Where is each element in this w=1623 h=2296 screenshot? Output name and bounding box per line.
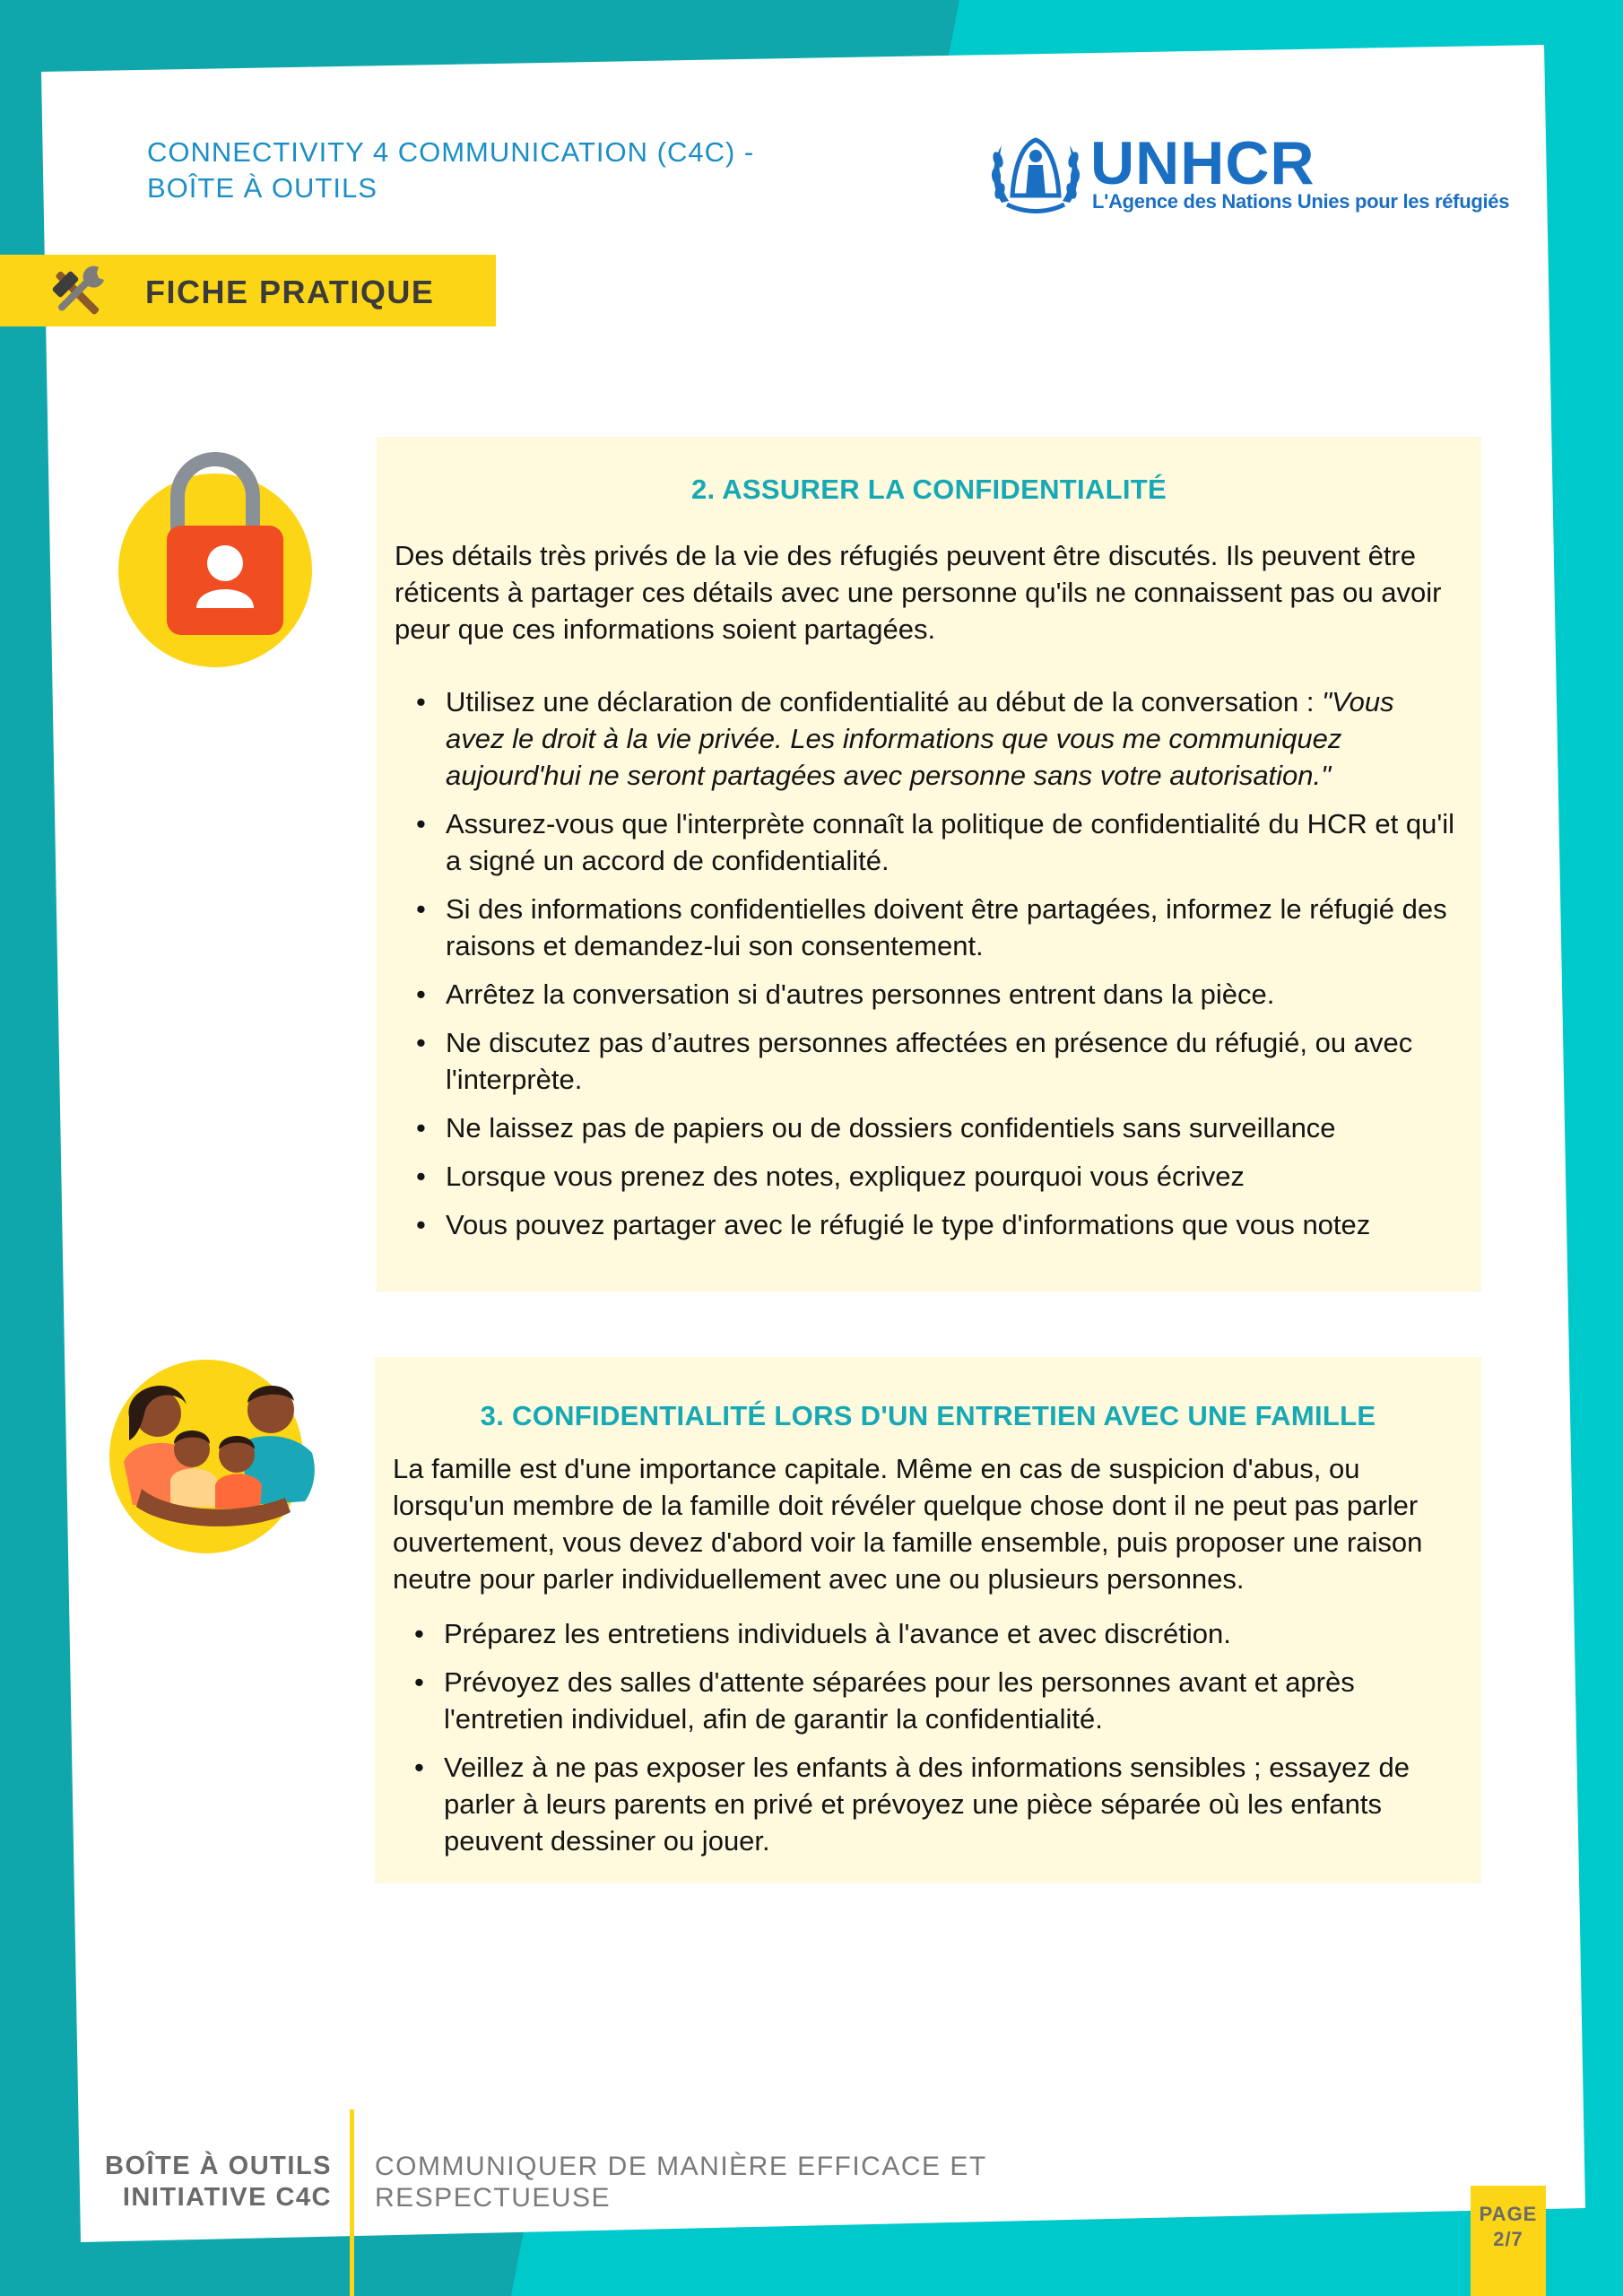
list-item: • Ne discutez pas d’autres personnes affectées en présence du réfugié, ou avec l'interprète.: [395, 1024, 1460, 1098]
section-3-title: 3. CONFIDENTIALITÉ LORS D'UN ENTRETIEN AVEC UNE FAMILLE: [480, 1400, 1376, 1431]
section-3-list: [393, 1615, 1460, 1859]
list-item: [395, 683, 1460, 794]
page-label: PAGE: [1479, 2203, 1538, 2225]
unhcr-logo: [989, 129, 1510, 222]
confidentiality-quote: "Vous avez le droit à la vie privée. Les informations que vous me communiquez aujourd'hui ne seront partagées avec personne sans votre autorisation.": [446, 686, 1394, 791]
list-item: • Lorsque vous prenez des notes, expliquez pourquoi vous écrivez: [395, 1158, 1460, 1195]
unhcr-tagline: L'Agence des Nations Unies pour les réfugiés: [1092, 190, 1510, 213]
section-3-intro: La famille est d'une importance capitale. Même en cas de suspicion d'abus, ou lorsqu'un membre de la famille doit révéler quelque chose dont il ne peut pas parler ouvertement, vous devez d'abord voir la famille ensemble, puis proposer une raison neutre pour parler individuellement avec une ou plusieurs personnes.: [393, 1453, 1423, 1595]
family-illustration: [106, 1354, 341, 1553]
page-indicator: [1471, 2186, 1546, 2296]
list-item: • Prévoyez des salles d'attente séparées pour les personnes avant et après l'entretien individuel, afin de garantir la confidentialité.: [393, 1664, 1460, 1737]
section-2-list: [395, 683, 1460, 1243]
header-title: [147, 135, 829, 206]
fiche-pratique-badge: [0, 255, 496, 326]
family-interview-section: [375, 1357, 1481, 1883]
footer-left-line2: INITIATIVE C4C: [122, 2183, 332, 2212]
padlock-user-icon: [115, 448, 316, 671]
unhcr-emblem-icon: [989, 133, 1082, 213]
list-item: • Arrêtez la conversation si d'autres personnes entrent dans la pièce.: [395, 976, 1460, 1013]
footer-divider: [350, 2109, 354, 2296]
list-item: • Assurez-vous que l'interprète connaît la politique de confidentialité du HCR et qu'il a signé un accord de confidentialité.: [395, 805, 1460, 879]
section-2-intro: Des détails très privés de la vie des réfugiés peuvent être discutés. Ils peuvent être réticents à partager ces détails avec une personne qu'ils ne connaissent pas ou avoir peur que ces informations soient partagées.: [395, 540, 1442, 645]
confidentiality-section: [377, 437, 1481, 1292]
header-title-line2: BOÎTE À OUTILS: [147, 172, 378, 204]
unhcr-wordmark: UNHCR: [1090, 129, 1315, 197]
list-item: • Veillez à ne pas exposer les enfants à des informations sensibles ; essayez de parler à leurs parents en privé et prévoyez une pièce séparée où les enfants peuvent dessiner ou jouer.: [393, 1749, 1460, 1859]
footer-subtitle: COMMUNIQUER DE MANIÈRE EFFICACE ET RESPECTUEUSE: [375, 2152, 987, 2213]
page-number: 2/7: [1493, 2228, 1523, 2250]
section-2-title: 2. ASSURER LA CONFIDENTIALITÉ: [691, 474, 1167, 505]
list-item: • Vous pouvez partager avec le réfugié le type d'informations que vous notez: [395, 1206, 1460, 1243]
header-title-line1: CONNECTIVITY 4 COMMUNICATION (C4C) -: [147, 136, 755, 168]
footer-toolbox-label: [63, 2151, 332, 2213]
footer-left-line1: BOÎTE À OUTILS: [105, 2152, 332, 2180]
list-item: • Si des informations confidentielles doivent être partagées, informez le réfugié des raisons et demandez-lui son consentement.: [395, 891, 1460, 964]
fiche-pratique-label: FICHE PRATIQUE: [145, 274, 435, 310]
hammer-wrench-icon: [45, 262, 109, 321]
list-item: • Ne laissez pas de papiers ou de dossiers confidentiels sans surveillance: [395, 1109, 1460, 1146]
list-item-text: Utilisez une déclaration de confidentialité au début de la conversation :: [446, 686, 1323, 718]
list-item: • Préparez les entretiens individuels à l'avance et avec discrétion.: [393, 1615, 1460, 1652]
